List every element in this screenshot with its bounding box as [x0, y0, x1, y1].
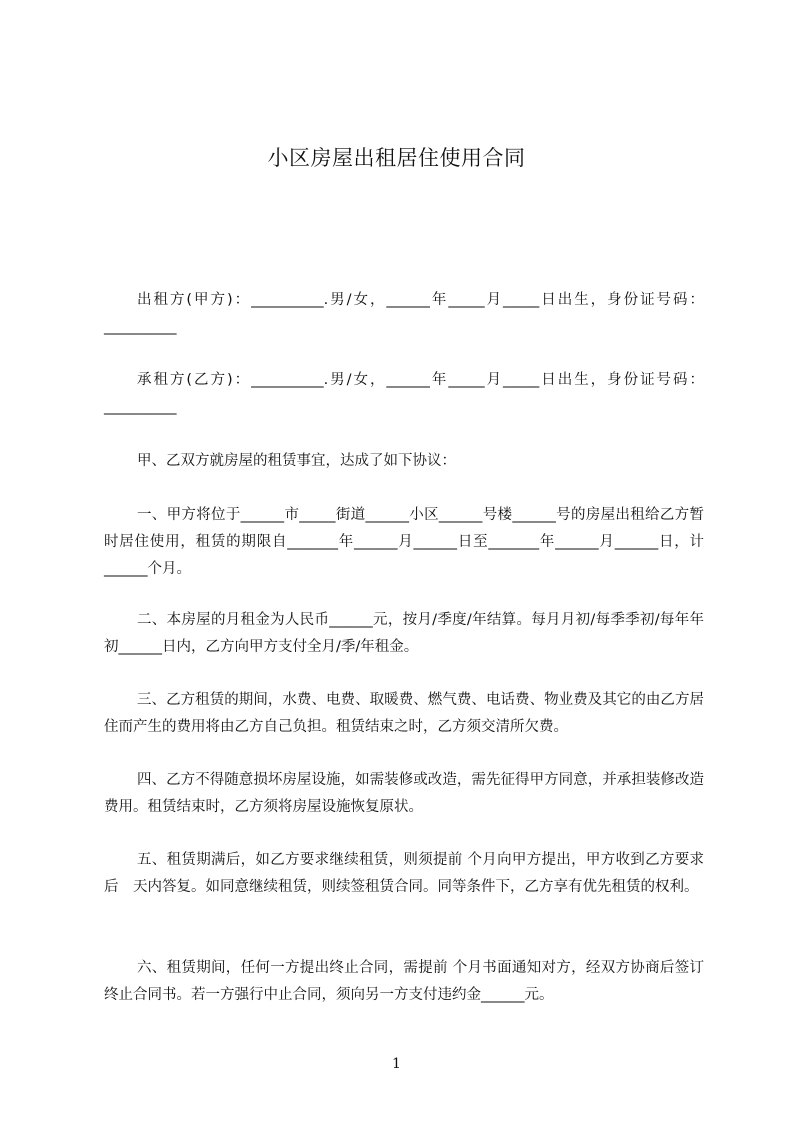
- lessor-info-paragraph: 出租方(甲方)：__________.男/女，______年_____月_____日出生，身份证号码：__________: [104, 292, 704, 335]
- document-title: 小区房屋出租居住使用合同: [267, 146, 526, 170]
- lessee-info-paragraph: 承租方(乙方)：__________.男/女，______年_____月_____日出生，身份证号码：__________: [104, 372, 704, 415]
- clause-1-paragraph: 一、甲方将位于______市_____街道______小区______号楼______号的房屋出租给乙方暂时居住使用，租赁的期限自_______年______月______日至_______年______月______日，计______个月。: [104, 507, 704, 577]
- clause-2-paragraph: 二、本房屋的月租金为人民币______元，按月/季度/年结算。每月月初/每季季初/每年年初______日内，乙方向甲方支付全月/季/年租金。: [104, 612, 704, 655]
- clause-4-paragraph: 四、乙方不得随意损坏房屋设施，如需装修或改造，需先征得甲方同意，并承担装修改造费用。租赁结束时，乙方须将房屋设施恢复原状。: [104, 772, 704, 815]
- page-number: 1: [392, 1056, 401, 1072]
- agreement-intro-paragraph: 甲、乙双方就房屋的租赁事宜，达成了如下协议：: [137, 453, 456, 469]
- clause-6-paragraph: 六、租赁期间，任何一方提出终止合同，需提前 个月书面通知对方，经双方协商后签订终止合同书。若一方强行中止合同，须向另一方支付违约金______元。: [104, 960, 704, 1003]
- clause-3-paragraph: 三、乙方租赁的期间，水费、电费、取暖费、燃气费、电话费、物业费及其它的由乙方居住而产生的费用将由乙方自己负担。租赁结束之时，乙方须交清所欠费。: [104, 692, 704, 735]
- clause-5-paragraph: 五、租赁期满后，如乙方要求继续租赁，则须提前 个月向甲方提出，甲方收到乙方要求后 天内答复。如同意继续租赁，则续签租赁合同。同等条件下，乙方享有优先租赁的权利。: [104, 852, 704, 895]
